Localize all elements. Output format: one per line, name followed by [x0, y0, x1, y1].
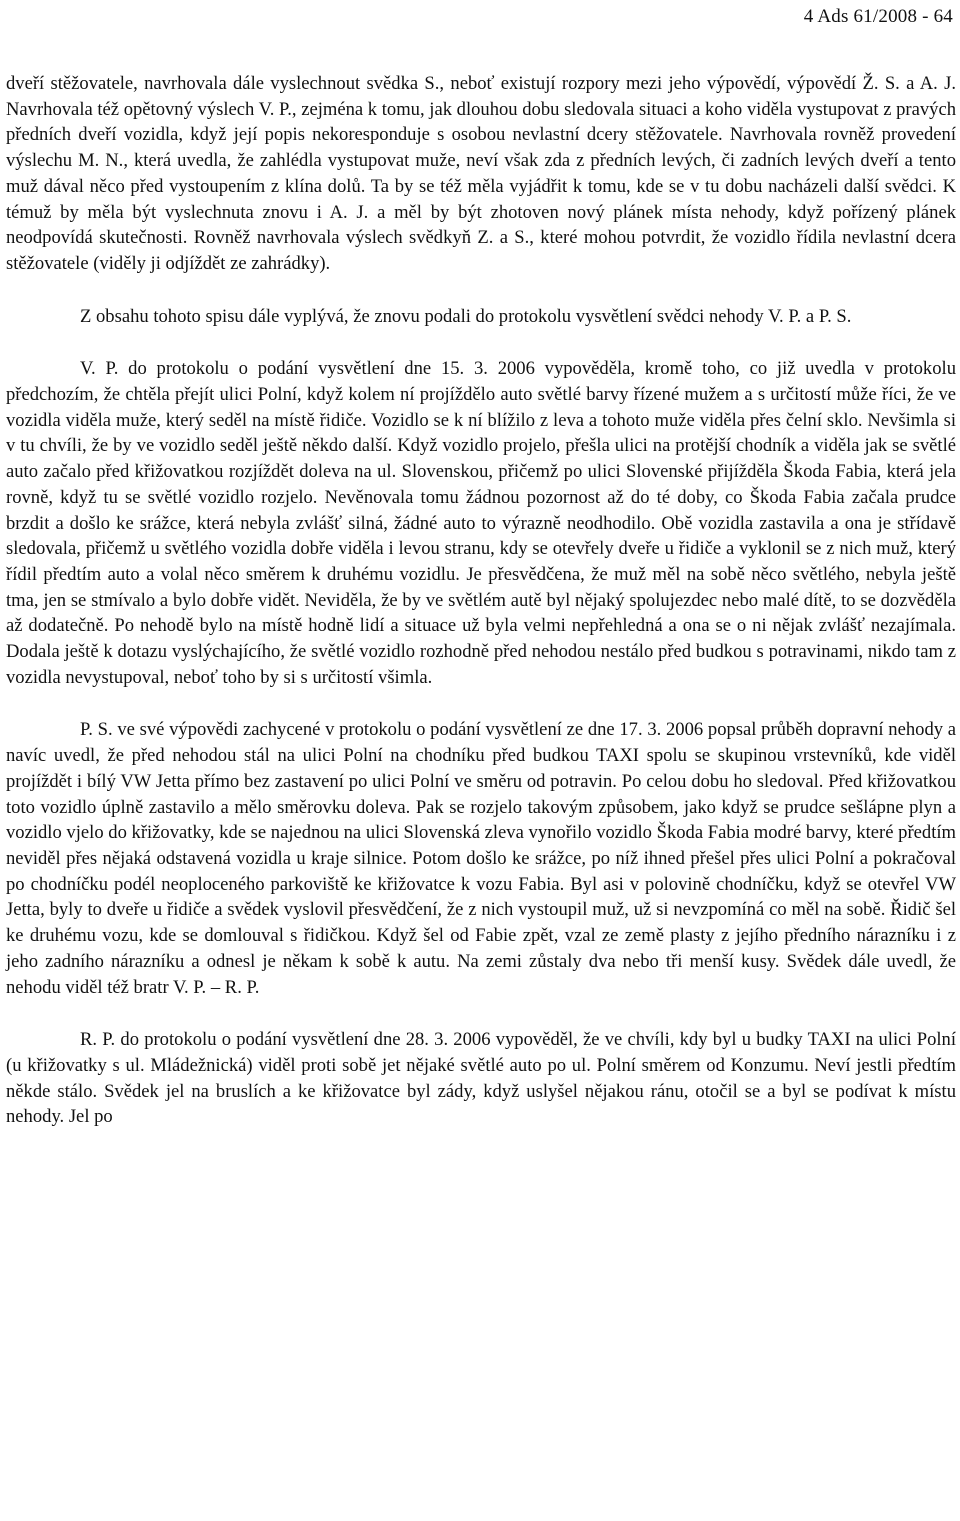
paragraph-spacer — [6, 329, 956, 356]
paragraph-witness-rp: R. P. do protokolu o podání vysvětlení dne 28. 3. 2006 vypověděl, že ve chvíli, kdy byl u budky TAXI na ulici Polní (u křižovatky s ul. Mládežnická) viděl proti sobě jet nějaké světlé auto po ul. Polní směrem od Konzumu. Neví jestli předtím někde stálo. Svědek jel na bruslích a ke křižovatce byl zády, když uslyšel nějakou ránu, otočil se a byl se podívat k místu nehody. Jel po — [6, 1029, 956, 1128]
document-body — [6, 71, 956, 1130]
paragraph-motion-summary: dveří stěžovatele, navrhovala dále vyslechnout svědka S., neboť existují rozpory mezi jeho výpovědí, výpovědí Ž. S. a A. J. Navrhovala též opětovný výslech V. P., zejména k tomu, jak dlouhou dobu sledovala situaci a koho viděla vystupovat z pravých předních dveří vozidla, když její popis nekoresponduje s osobou nevlastní dcery stěžovatele. Navrhovala rovněž provedení výslechu M. N., která uvedla, že zahlédla vystupovat muže, neví však zda z předních levých, či zadních levých dveří a tento muž dával něco před vystoupením z klína dolů. Ta by se též měla vyjádřit k tomu, kde se v tu dobu nacházeli další svědci. K témuž by měla být vyslechnuta znovu i A. J. a měl by být zhotoven nový plánek místa nehody, když pořízený plánek neodpovídá skutečnosti. Rovněž navrhovala výslech svědkyň Z. a S., které mohou potvrdit, že vozidlo řídila nevlastní dcera stěžovatele (viděly ji odjíždět ze zahrádky). — [6, 73, 956, 274]
page-reference: 4 Ads 61/2008 - 64 — [803, 6, 953, 27]
paragraph-spacer — [6, 1000, 956, 1027]
paragraph-spacer — [6, 277, 956, 304]
paragraph-witness-ps: P. S. ve své výpovědi zachycené v protokolu o podání vysvětlení ze dne 17. 3. 2006 popsal průběh dopravní nehody a navíc uvedl, že před nehodou stál na ulici Polní na chodníku před budkou TAXI spolu se skupinou vrstevníků, kde viděl projíždět i bílý VW Jetta přímo bez zastavení po ulici Polní ve směru od potravin. Po celou dobu ho sledoval. Před křižovatkou toto vozidlo úplně zastavilo a mělo směrovku doleva. Pak se rozjelo takovým způsobem, jako když se prudce sešlápne plyn a vozidlo vjelo do křižovatky, kde se najednou na ulici Slovenská zleva vynořilo vozidlo Škoda Fabia modré barvy, které předtím neviděl přes nějaká odstavená vozidla u kraje silnice. Potom došlo ke srážce, po níž ihned přešel přes ulici Polní a pokračoval po chodníčku podél neoploceného parkoviště ke křižovatce k vozu Fabia. Byl asi v polovině chodníčku, když se otevřel VW Jetta, byly to dveře u řidiče a svědek vyslovil přesvědčení, že z nich vystoupil muž, už si nevzpomíná co měl na sobě. Řidič šel ke druhému vozu, kde se domlouval s řidičkou. Když šel od Fabie zpět, vzal ze země plasty z jejího předního nárazníku i z jeho zadního nárazníku a odnesl je někam k sobě k autu. Na zemi zůstaly dva nebo tři menší kusy. Svědek dále uvedl, že nehodu viděl též bratr V. P. – R. P. — [6, 719, 956, 998]
paragraph-spacer — [6, 690, 956, 717]
paragraph-witness-vp: V. P. do protokolu o podání vysvětlení dne 15. 3. 2006 vypověděla, kromě toho, co již uvedla v protokolu předchozím, že chtěla přejít ulici Polní, když kolem ní projíždělo auto světlé barvy řízené mužem a s určitostí může říci, že ve vozidla viděla muže, který seděl na místě řidiče. Vozidlo se k ní blížilo z leva a tohoto muže viděla přes čelní sklo. Nevšimla si v tu chvíli, že by ve vozidlo seděl ještě někdo další. Když vozidlo projelo, přešla ulici na protější chodník a viděla jak se světlé auto začalo před křižovatkou rozjíždět doleva na ul. Slovenskou, přičemž po ulici Slovenské přijížděla Škoda Fabia, která jela rovně, když tu se světlé vozidlo rozjelo. Nevěnovala tomu žádnou pozornost až do té doby, co Škoda Fabia začala prudce brzdit a došlo ke srážce, která nebyla zvlášť silná, žádné auto to výrazně neodhodilo. Obě vozidla zastavila a ona je střídavě sledovala, přičemž u světlého vozidla dobře viděla i levou stranu, kdy se otevřely dveře u řidiče a vyklonil se z nich muž, který řídil předtím auto a volal něco směrem k druhému vozidlu. Je přesvědčena, že muž měl na sobě něco světlého, nebyla ještě tma, jen se stmívalo a bylo dobře vidět. Neviděla, že by ve světlém autě byl nějaký spolujezdec nebo malé dítě, to se dozvěděla až dodatečně. Po nehodě bylo na místě hodně lidí a situace už byla velmi nepřehledná a ona se o ni nějak zvlášť nezajímala. Dodala ještě k dotazu vyslýchajícího, že světlé vozidlo rozhodně před nehodou nestálo před budkou s potravinami, nikdo tam z vozidla nevystupoval, neboť toho by si s určitostí všimla. — [6, 358, 956, 688]
paragraph-file-content: Z obsahu tohoto spisu dále vyplývá, že znovu podali do protokolu vysvětlení svědci nehody V. P. a P. S. — [80, 305, 852, 327]
